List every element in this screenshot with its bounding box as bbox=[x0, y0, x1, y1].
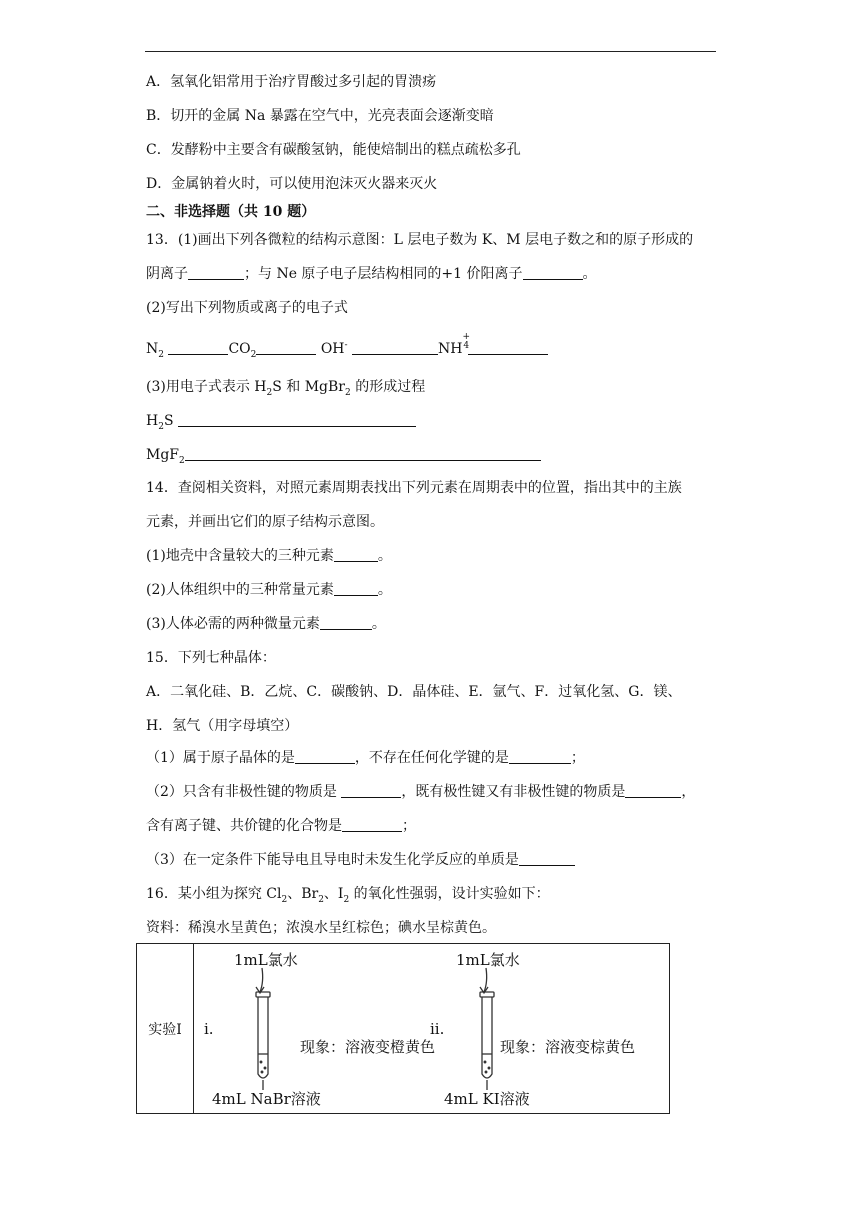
experiment-label: 实验I bbox=[137, 944, 194, 1114]
exp-ii-phenomenon: 现象：溶液变棕黄色 bbox=[500, 1038, 636, 1056]
q13-part3: (3)用电子式表示 $H_2S$ 和 MgBr$_2$ 的形成过程 bbox=[146, 379, 426, 398]
q13-h2s: $H_2S$ bbox=[146, 411, 416, 431]
q15-title: 15．下列七种晶体： bbox=[146, 650, 276, 666]
exp-i-bottom-label: 4mL NaBr溶液 bbox=[212, 1090, 321, 1108]
q13-formulas: $N_2$ $CO_2$ OH- NH + 4 bbox=[146, 339, 548, 359]
option-c: C．发酵粉中主要含有碳酸氢钠，能使焙制出的糕点疏松多孔 bbox=[146, 142, 521, 158]
option-d: D．金属钠着火时，可以使用泡沫灭火器来灭火 bbox=[146, 176, 438, 192]
q13-line1: 13．(1)画出下列各微粒的结构示意图：L 层电子数为 K、M 层电子数之和的原子形成的 bbox=[146, 232, 694, 248]
q14-sub3: (3)人体必需的两种微量元素 。 bbox=[146, 616, 386, 632]
experiment-table bbox=[136, 943, 670, 1114]
q15-line2: H．氢气（用字母填空） bbox=[146, 718, 299, 734]
q16-line1: 16．某小组为探究 $Cl_2$、$Br_2$、$I_2$ 的氧化性强弱，设计实验如下： bbox=[146, 886, 550, 905]
test-tube-i bbox=[256, 968, 270, 1090]
exp-ii-mark: ii. bbox=[430, 1020, 445, 1038]
exp-i-phenomenon: 现象：溶液变橙黄色 bbox=[300, 1038, 436, 1056]
exp-ii-top-label: 1mL氯水 bbox=[456, 951, 520, 969]
q13-part2: (2)写出下列物质或离子的电子式 bbox=[146, 300, 348, 316]
header-rule bbox=[145, 51, 716, 52]
q15-sub2-cont: 含有离子键、共价键的化合物是 ； bbox=[146, 818, 416, 834]
experiment-figure-cell bbox=[194, 944, 670, 1114]
exp-ii-bottom-label: 4mL KI溶液 bbox=[444, 1090, 530, 1108]
q16-line2: 资料：稀溴水呈黄色；浓溴水呈红棕色；碘水呈棕黄色。 bbox=[146, 920, 496, 936]
q15-line1: A．二氧化硅、B．乙烷、C．碳酸钠、D．晶体硅、E．氩气、F．过氧化氢、G．镁、 bbox=[146, 684, 682, 700]
test-tube-drawing bbox=[194, 944, 672, 1113]
test-tube-ii bbox=[480, 968, 494, 1090]
q14-line1: 14．查阅相关资料，对照元素周期表找出下列元素在周期表中的位置，指出其中的主族 bbox=[146, 480, 682, 496]
option-b: B．切开的金属 Na 暴露在空气中，光亮表面会逐渐变暗 bbox=[146, 108, 494, 124]
q15-sub1: （1）属于原子晶体的是 ，不存在任何化学键的是 ； bbox=[146, 750, 585, 766]
q14-sub1: (1)地壳中含量较大的三种元素 。 bbox=[146, 548, 392, 564]
q15-sub2: （2）只含有非极性键的物质是 ，既有极性键又有非极性键的物质是 ， bbox=[146, 784, 696, 800]
exp-i-mark: i. bbox=[204, 1020, 214, 1038]
option-a: A．氢氧化铝常用于治疗胃酸过多引起的胃溃疡 bbox=[146, 74, 437, 90]
q15-sub3: （3）在一定条件下能导电且导电时未发生化学反应的单质是 bbox=[146, 850, 575, 870]
exp-i-top-label: 1mL氯水 bbox=[234, 951, 298, 969]
q13-mgf2: MgF$_2$ bbox=[146, 445, 541, 465]
q13-line2: 阴离子 ；与 Ne 原子电子层结构相同的+1 价阳离子 。 bbox=[146, 266, 597, 282]
q14-sub2: (2)人体组织中的三种常量元素 。 bbox=[146, 582, 392, 598]
experiment-figure bbox=[194, 944, 669, 1113]
section-title: 二、非选择题（共 10 题） bbox=[146, 204, 316, 220]
q14-line2: 元素，并画出它们的原子结构示意图。 bbox=[146, 514, 384, 530]
